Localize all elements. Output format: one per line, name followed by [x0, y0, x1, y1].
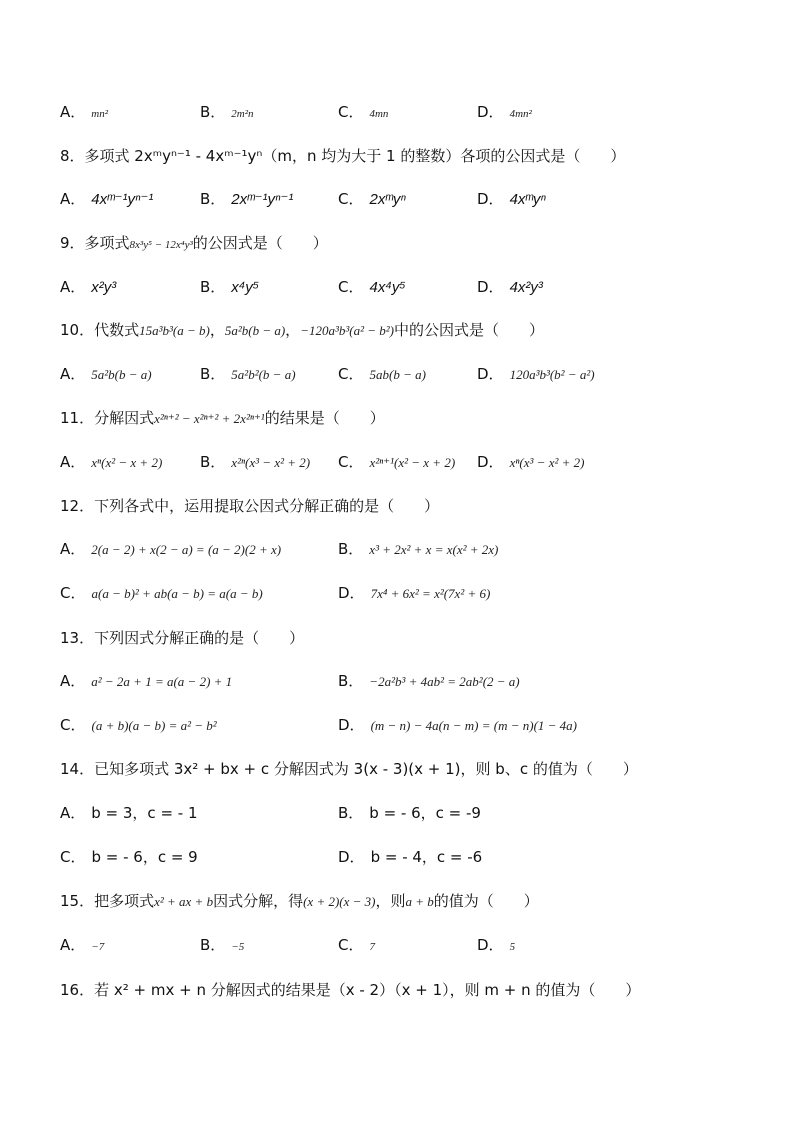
question-12-stem: 12．下列各式中，运用提取公因式分解正确的是（ ） [60, 497, 440, 515]
option-c: C． x²ⁿ⁺¹(x² − x + 2) [338, 453, 456, 471]
option-b: B． b = - 6，c = -9 [338, 804, 481, 822]
option-c: C． a(a − b)² + ab(a − b) = a(a − b) [60, 584, 263, 602]
option-b: B． −5 [200, 936, 245, 954]
option-a: A． a² − 2a + 1 = a(a − 2) + 1 [60, 672, 233, 690]
option-b: B． 2m²n [200, 103, 254, 121]
question-11-stem: 11．分解因式x²ⁿ⁺² − x²ⁿ⁺² + 2x²ⁿ⁺¹的结果是（ ） [60, 409, 385, 427]
option-d: D． 4mn² [477, 103, 532, 121]
option-a: A． x²y³ [60, 278, 117, 296]
option-d: D． xⁿ(x³ − x² + 2) [477, 453, 585, 471]
option-d: D． 120a³b³(b² − a²) [477, 365, 595, 383]
question-8-stem: 8．多项式 2xᵐyⁿ⁻¹ - 4xᵐ⁻¹yⁿ（m，n 均为大于 1 的整数）各项的公因式是（ ） [60, 147, 626, 165]
option-a: A． 2(a − 2) + x(2 − a) = (a − 2)(2 + x) [60, 540, 282, 558]
option-a: A． mn² [60, 103, 109, 121]
option-d: D． 4xᵐyⁿ [477, 190, 546, 208]
question-14-stem: 14．已知多项式 3x² + bx + c 分解因式为 3(x - 3)(x + 1)，则 b、c 的值为（ ） [60, 760, 638, 778]
question-10-stem: 10．代数式15a³b³(a − b)，5a²b(b − a)，−120a³b³(a² − b²)中的公因式是（ ） [60, 321, 544, 339]
option-a: A． 5a²b(b − a) [60, 365, 152, 383]
option-c: C． 4mn [338, 103, 389, 121]
question-9-stem: 9．多项式8x³y⁵ − 12x⁴y³的公因式是（ ） [60, 234, 328, 252]
option-b: B． 2xᵐ⁻¹yⁿ⁻¹ [200, 190, 294, 208]
option-a: A． 4xᵐ⁻¹yⁿ⁻¹ [60, 190, 154, 208]
option-b: B． 5a²b²(b − a) [200, 365, 296, 383]
option-a: A． −7 [60, 936, 105, 954]
question-16-stem: 16．若 x² + mx + n 分解因式的结果是（x - 2）（x + 1），则 m + n 的值为（ ） [60, 981, 641, 999]
option-b: B． x³ + 2x² + x = x(x² + 2x) [338, 540, 499, 558]
option-c: C． 4x⁴y⁵ [338, 278, 406, 296]
option-d: D． 7x⁴ + 6x² = x²(7x² + 6) [338, 584, 491, 602]
option-c: C． 2xᵐyⁿ [338, 190, 406, 208]
option-d: D． 4x²y³ [477, 278, 543, 296]
option-a: A． xⁿ(x² − x + 2) [60, 453, 163, 471]
option-c: C． 5ab(b − a) [338, 365, 426, 383]
option-c: C． b = - 6，c = 9 [60, 848, 198, 866]
option-d: D． 5 [477, 936, 516, 954]
question-13-stem: 13．下列因式分解正确的是（ ） [60, 629, 305, 647]
option-b: B． −2a²b³ + 4ab² = 2ab²(2 − a) [338, 672, 520, 690]
option-b: B． x⁴y⁵ [200, 278, 260, 296]
option-c: C． 7 [338, 936, 375, 954]
option-d: D． (m − n) − 4a(n − m) = (m − n)(1 − 4a) [338, 716, 577, 734]
question-15-stem: 15．把多项式x² + ax + b因式分解，得(x + 2)(x − 3)，则a + b的值为（ ） [60, 892, 539, 910]
option-c: C． (a + b)(a − b) = a² − b² [60, 716, 217, 734]
option-b: B． x²ⁿ(x³ − x² + 2) [200, 453, 311, 471]
option-d: D． b = - 4，c = -6 [338, 848, 483, 866]
option-a: A． b = 3，c = - 1 [60, 804, 198, 822]
